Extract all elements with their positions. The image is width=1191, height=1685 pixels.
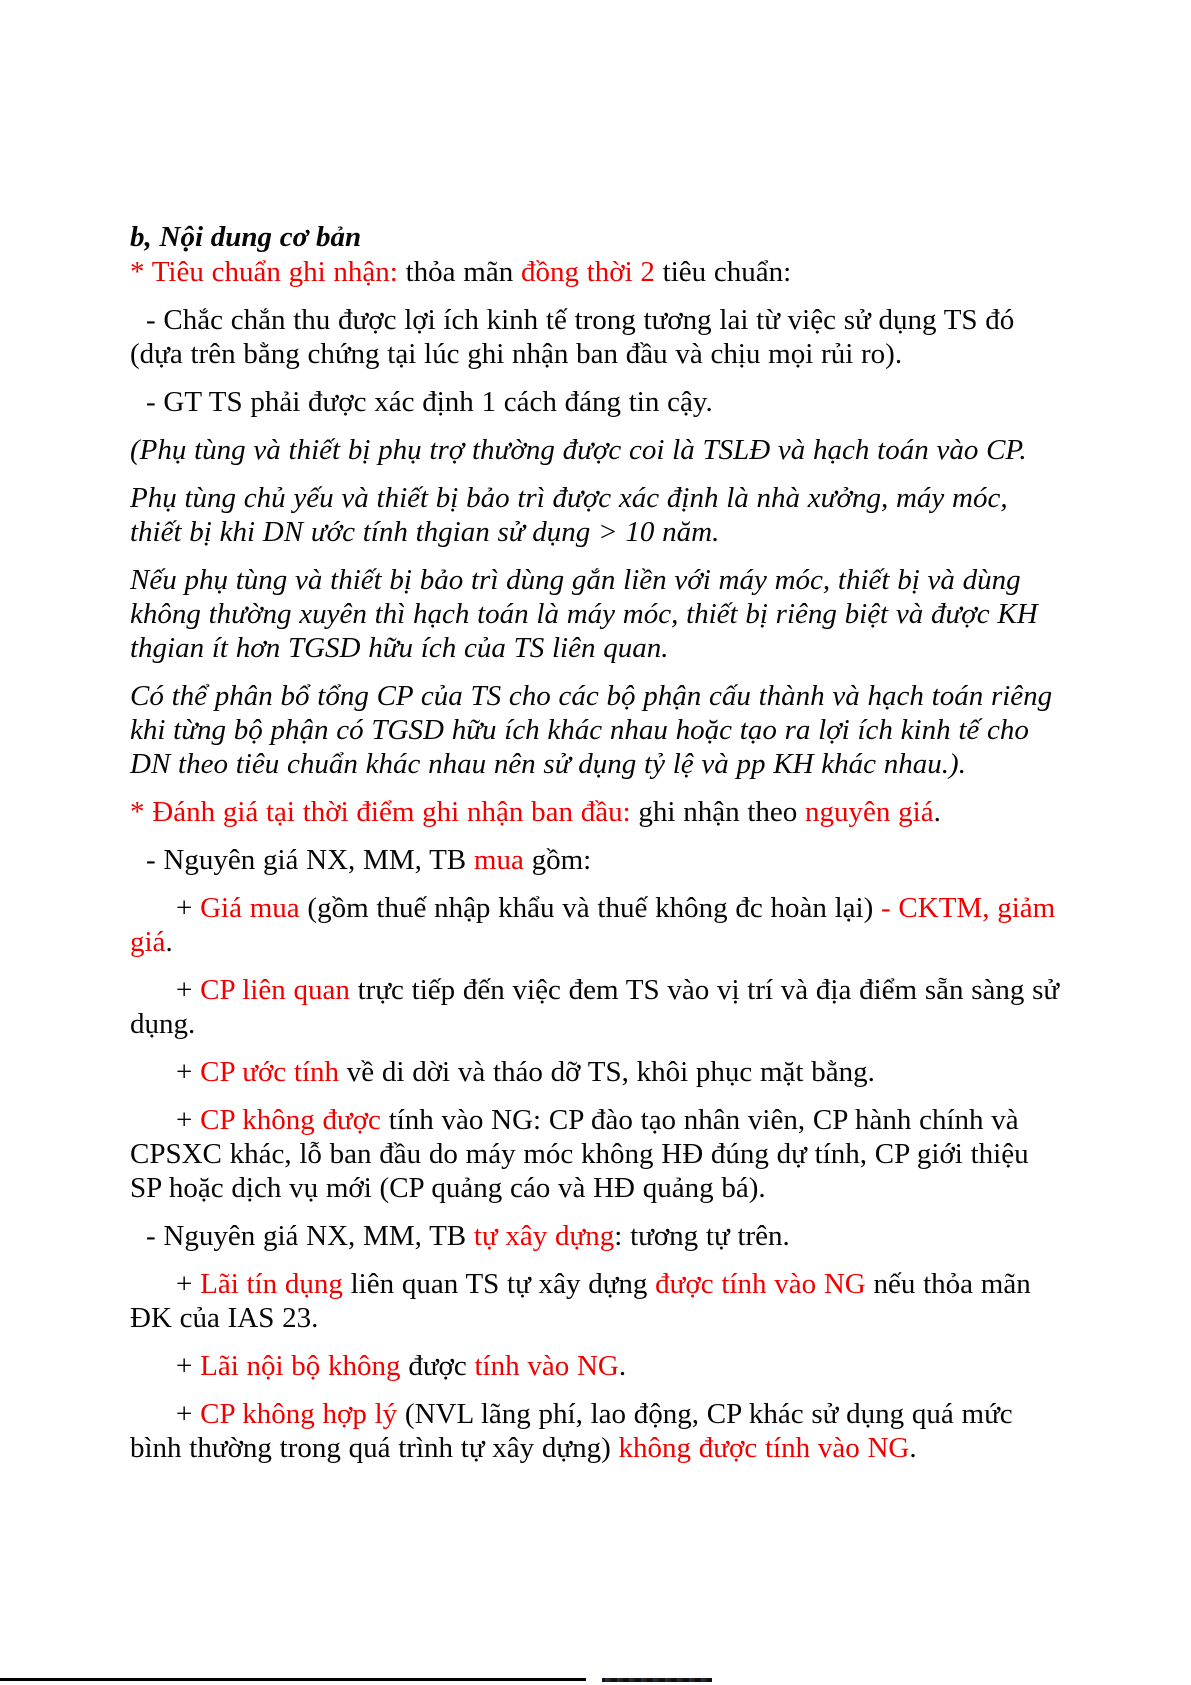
text-run: trực tiếp đến việc đem TS vào vị trí và địa điểm sẵn sàng sử dụng.: [130, 974, 1060, 1040]
text-run: tự xây dựng: [473, 1220, 615, 1252]
para-phu-tung-phu-tro: [130, 433, 1066, 467]
bottom-edge-line: [0, 1678, 586, 1681]
text-run: nguyên giá: [805, 796, 934, 828]
text-run: đồng thời 2: [520, 256, 655, 288]
text-run: liên quan TS tự xây dựng: [342, 1268, 656, 1300]
text-run: nếu thỏa mãn ĐK của IAS 23.: [130, 1268, 1031, 1334]
text-run: .: [618, 1350, 627, 1382]
para-chac-chan-loi-ich: [130, 303, 1066, 371]
text-run: Lãi tín dụng: [200, 1268, 343, 1300]
text-run: * Tiêu chuẩn ghi nhận:: [130, 256, 406, 288]
para-nguyen-gia-mua: [130, 843, 1066, 877]
para-neu-phu-tung-bao-tri: [130, 563, 1066, 665]
text-run: * Đánh giá tại thời điểm ghi nhận ban đầu:: [130, 796, 639, 828]
text-run: .: [909, 1432, 917, 1464]
text-run: tiêu chuẩn:: [654, 256, 792, 288]
text-run: .: [933, 796, 941, 828]
text-run: - Nguyên giá NX, MM, TB: [146, 1220, 474, 1252]
document-text-body: [130, 220, 1066, 1479]
para-tieu-chuan-ghi-nhan: [130, 255, 1066, 289]
text-run: CP ước tính: [200, 1056, 340, 1088]
para-cp-khong-hop-ly: [130, 1397, 1066, 1465]
text-run: CP liên quan: [200, 974, 350, 1006]
text-run: - GT TS phải được xác định 1 cách đáng tin cậy.: [146, 386, 713, 418]
para-danh-gia-ghi-nhan-ban-dau: [130, 795, 1066, 829]
para-gia-mua: [130, 891, 1066, 959]
heading-noi-dung-co-ban: [130, 220, 1066, 254]
text-run: CP không hợp lý: [200, 1398, 398, 1430]
para-lai-tin-dung: [130, 1267, 1066, 1335]
text-run: tính vào NG: [474, 1350, 619, 1382]
para-nguyen-gia-tu-xay-dung: [130, 1219, 1066, 1253]
text-run: (NVL lãng phí, lao động, CP khác sử dụng quá mức bình thường trong quá trình tự xây dựng): [130, 1398, 1013, 1464]
text-run: +: [176, 1268, 201, 1300]
text-run: +: [176, 1104, 201, 1136]
bottom-noise-artifact: [602, 1678, 712, 1682]
text-run: - Nguyên giá NX, MM, TB: [146, 844, 474, 876]
text-run: tính vào NG: CP đào tạo nhân viên, CP hành chính và CPSXC khác, lỗ ban đầu do máy móc không HĐ đúng dự tính, CP giới thiệu SP hoặc dịch vụ mới (CP quảng cáo và HĐ quảng bá).: [130, 1104, 1029, 1204]
para-cp-uoc-tinh: [130, 1055, 1066, 1089]
text-run: (gồm thuế nhập khẩu và thuế không đc hoàn lại): [299, 892, 881, 924]
text-run: - CKTM, giảm giá: [130, 892, 1056, 958]
text-run: Giá mua: [200, 892, 300, 924]
text-run: +: [176, 1398, 201, 1430]
text-run: : tương tự trên.: [614, 1220, 790, 1252]
para-gt-ts-xac-dinh: [130, 385, 1066, 419]
text-run: b, Nội dung cơ bản: [130, 221, 362, 253]
text-run: +: [176, 1056, 201, 1088]
text-run: thỏa mãn: [405, 256, 521, 288]
text-run: CP không được: [200, 1104, 381, 1136]
text-run: không được tính vào NG: [618, 1432, 910, 1464]
text-run: về di dời và tháo dỡ TS, khôi phục mặt bằng.: [339, 1056, 875, 1088]
text-run: Nếu phụ tùng và thiết bị bảo trì dùng gắn liền với máy móc, thiết bị và dùng không thường xuyên thì hạch toán là máy móc, thiết bị riêng biệt và được KH thgian ít hơn TGSD hữu ích của TS liên quan.: [130, 564, 1038, 664]
text-run: (Phụ tùng và thiết bị phụ trợ thường được coi là TSLĐ và hạch toán vào CP.: [130, 434, 1027, 466]
para-phan-bo-tong-cp: [130, 679, 1066, 781]
text-run: +: [176, 1350, 201, 1382]
para-cp-khong-duoc-tinh: [130, 1103, 1066, 1205]
para-lai-noi-bo: [130, 1349, 1066, 1383]
text-run: +: [176, 974, 201, 1006]
para-phu-tung-chu-yeu: [130, 481, 1066, 549]
para-cp-lien-quan: [130, 973, 1066, 1041]
text-run: mua: [473, 844, 524, 876]
text-run: Lãi nội bộ không: [200, 1350, 401, 1382]
text-run: Có thể phân bổ tổng CP của TS cho các bộ phận cấu thành và hạch toán riêng khi từng bộ phận có TGSD hữu ích khác nhau hoặc tạo ra lợi ích kinh tế cho DN theo tiêu chuẩn khác nhau nên sử dụng tỷ lệ và pp KH khác nhau.).: [130, 680, 1053, 780]
text-run: được tính vào NG: [655, 1268, 866, 1300]
text-run: được: [400, 1350, 475, 1382]
text-run: .: [165, 926, 173, 958]
text-run: ghi nhận theo: [638, 796, 806, 828]
text-run: gồm:: [523, 844, 592, 876]
text-run: Phụ tùng chủ yếu và thiết bị bảo trì được xác định là nhà xưởng, máy móc, thiết bị khi DN ước tính thgian sử dụng > 10 năm.: [130, 482, 1008, 548]
text-run: - Chắc chắn thu được lợi ích kinh tế trong tương lai từ việc sử dụng TS đó (dựa trên bằng chứng tại lúc ghi nhận ban đầu và chịu mọi rủi ro).: [130, 304, 1015, 370]
text-run: +: [176, 892, 201, 924]
